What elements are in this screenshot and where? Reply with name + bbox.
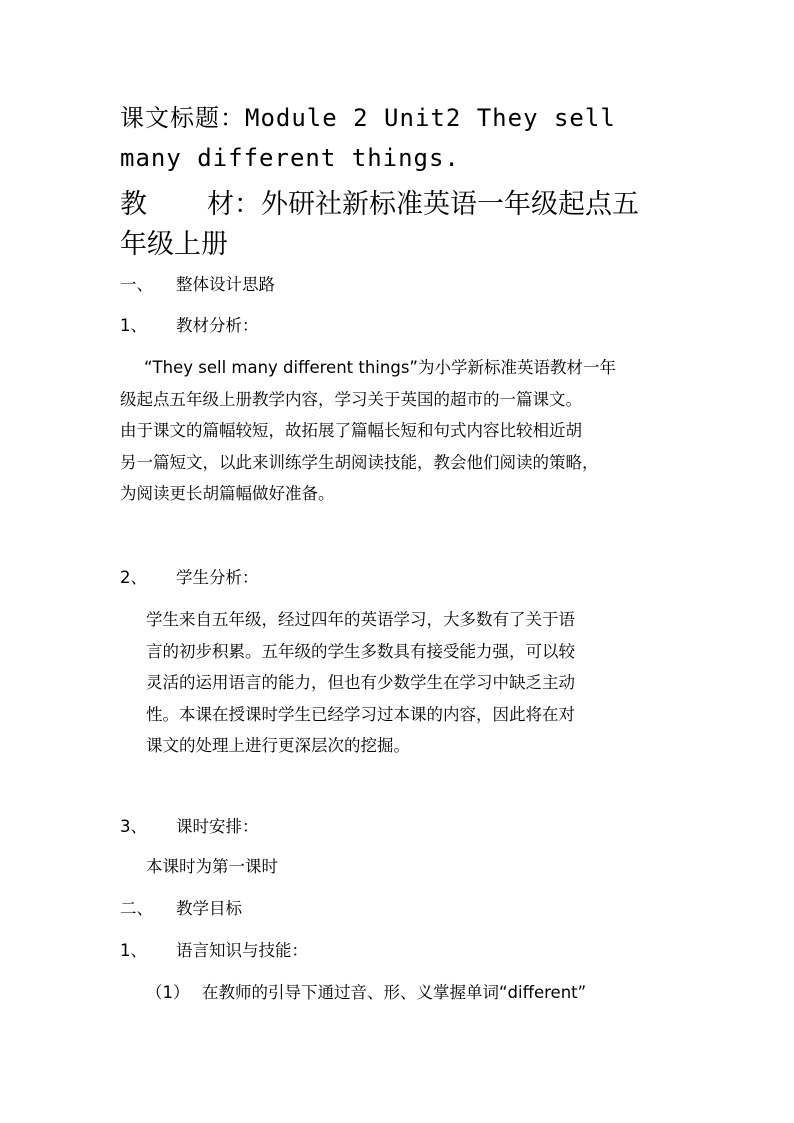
objective-number: （1） bbox=[146, 983, 190, 1002]
paragraph-line: 言的初步积累。五年级的学生多数具有接受能力强，可以较 bbox=[146, 641, 575, 661]
material-title-line-2: 年级上册 bbox=[120, 229, 228, 260]
subsection-label: 课时安排： bbox=[176, 817, 259, 836]
lesson-schedule-text: 本课时为第一课时 bbox=[146, 857, 278, 876]
subsection-label: 语言知识与技能： bbox=[176, 941, 308, 960]
subsection-label: 教材分析： bbox=[176, 316, 259, 335]
subsection-heading-2-1 bbox=[120, 939, 308, 963]
lesson-title bbox=[120, 98, 690, 178]
subsection-number: 2、 bbox=[120, 568, 147, 587]
section-heading-1 bbox=[120, 273, 275, 297]
lesson-title-line-1: 课文标题：Module 2 Unit2 They sell bbox=[120, 104, 616, 132]
material-title-line-1 bbox=[120, 185, 680, 225]
paragraph-line: 另一篇短文，以此来训练学生胡阅读技能，教会他们阅读的策略， bbox=[120, 452, 599, 472]
subsection-number: 3、 bbox=[120, 817, 147, 836]
subsection-number: 1、 bbox=[120, 941, 147, 960]
section-number: 一、 bbox=[120, 275, 153, 294]
subsection-number: 1、 bbox=[120, 316, 147, 335]
material-label-a: 教 bbox=[120, 189, 147, 220]
lesson-title-line-2: many different things. bbox=[120, 144, 460, 172]
textbook-analysis-paragraph bbox=[120, 352, 676, 510]
material-title bbox=[120, 185, 680, 265]
paragraph-line: 由于课文的篇幅较短，故拓展了篇幅长短和句式内容比较相近胡 bbox=[120, 421, 582, 440]
section-label: 整体设计思路 bbox=[176, 275, 275, 294]
paragraph-line: 性。本课在授课时学生已经学习过本课的内容，因此将在对 bbox=[146, 704, 575, 724]
paragraph-line: “They sell many different things”为小学新标准英语教材一年 bbox=[144, 358, 616, 377]
objective-item-1 bbox=[146, 981, 586, 1005]
subsection-heading-1-1 bbox=[120, 314, 259, 338]
objective-text: 在教师的引导下通过音、形、义掌握单词“different” bbox=[202, 983, 587, 1002]
subsection-heading-1-2 bbox=[120, 566, 259, 590]
student-analysis-paragraph bbox=[146, 604, 676, 762]
section-number: 二、 bbox=[120, 899, 153, 918]
subsection-heading-1-3 bbox=[120, 815, 259, 839]
paragraph-line: 灵活的运用语言的能力，但也有少数学生在学习中缺乏主动 bbox=[146, 673, 575, 692]
paragraph-line: 学生来自五年级，经过四年的英语学习，大多数有了关于语 bbox=[146, 610, 575, 629]
section-heading-2 bbox=[120, 897, 242, 921]
paragraph-line: 课文的处理上进行更深层次的挖掘。 bbox=[146, 736, 410, 755]
section-label: 教学目标 bbox=[176, 899, 242, 918]
paragraph-line: 为阅读更长胡篇幅做好准备。 bbox=[120, 484, 335, 503]
material-value: 外研社新标准英语一年级起点五 bbox=[261, 189, 639, 220]
material-label-b: 材： bbox=[207, 189, 261, 220]
paragraph-line: 级起点五年级上册教学内容，学习关于英国的超市的一篇课文。 bbox=[120, 389, 582, 409]
subsection-label: 学生分析： bbox=[176, 568, 259, 587]
